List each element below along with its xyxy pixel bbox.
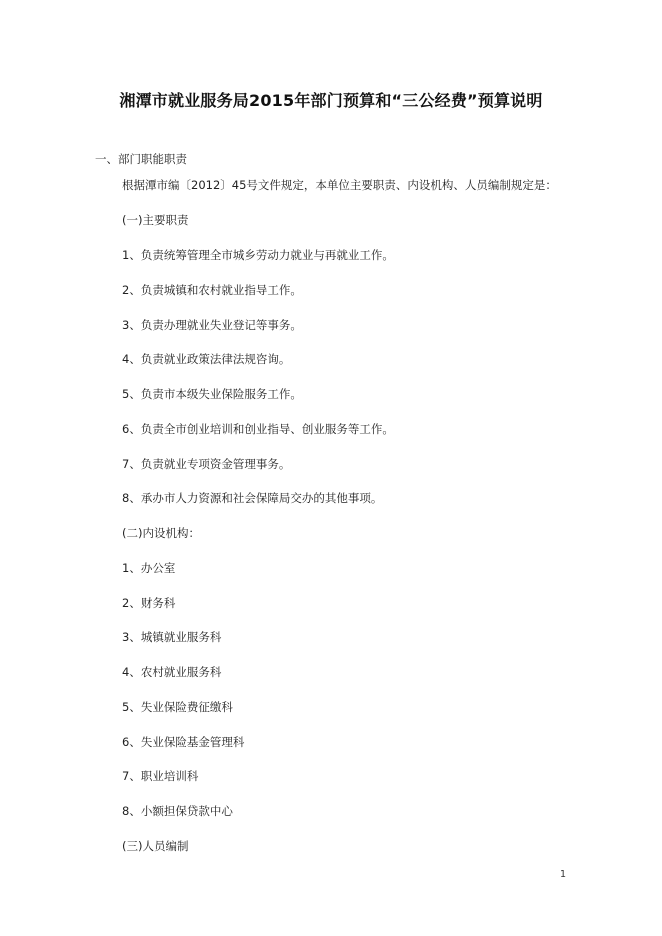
section-heading: 一、部门职能职责 xyxy=(95,152,187,166)
page-number: 1 xyxy=(559,869,566,880)
subsection-heading: (三)人员编制 xyxy=(122,839,189,853)
body-paragraph: 根据潭市编〔2012〕45号文件规定，本单位主要职责、内设机构、人员编制规定是： xyxy=(122,178,557,192)
list-item: 8、承办市人力资源和社会保障局交办的其他事项。 xyxy=(122,491,383,505)
list-item: 7、职业培训科 xyxy=(122,769,199,783)
list-item: 4、负责就业政策法律法规咨询。 xyxy=(122,352,291,366)
subsection-heading: (二)内设机构： xyxy=(122,526,200,540)
list-item: 4、农村就业服务科 xyxy=(122,665,222,679)
list-item: 3、负责办理就业失业登记等事务。 xyxy=(122,318,302,332)
list-item: 6、失业保险基金管理科 xyxy=(122,735,245,749)
list-item: 3、城镇就业服务科 xyxy=(122,630,222,644)
list-item: 8、小额担保贷款中心 xyxy=(122,804,233,818)
list-item: 7、负责就业专项资金管理事务。 xyxy=(122,457,291,471)
list-item: 6、负责全市创业培训和创业指导、创业服务等工作。 xyxy=(122,422,394,436)
subsection-heading: (一)主要职责 xyxy=(122,213,189,227)
list-item: 1、办公室 xyxy=(122,561,176,575)
list-item: 2、财务科 xyxy=(122,596,176,610)
document-title: 湘潭市就业服务局2015年部门预算和“三公经费”预算说明 xyxy=(119,91,543,110)
list-item: 1、负责统筹管理全市城乡劳动力就业与再就业工作。 xyxy=(122,248,394,262)
list-item: 2、负责城镇和农村就业指导工作。 xyxy=(122,283,302,297)
list-item: 5、负责市本级失业保险服务工作。 xyxy=(122,387,302,401)
list-item: 5、失业保险费征缴科 xyxy=(122,700,233,714)
